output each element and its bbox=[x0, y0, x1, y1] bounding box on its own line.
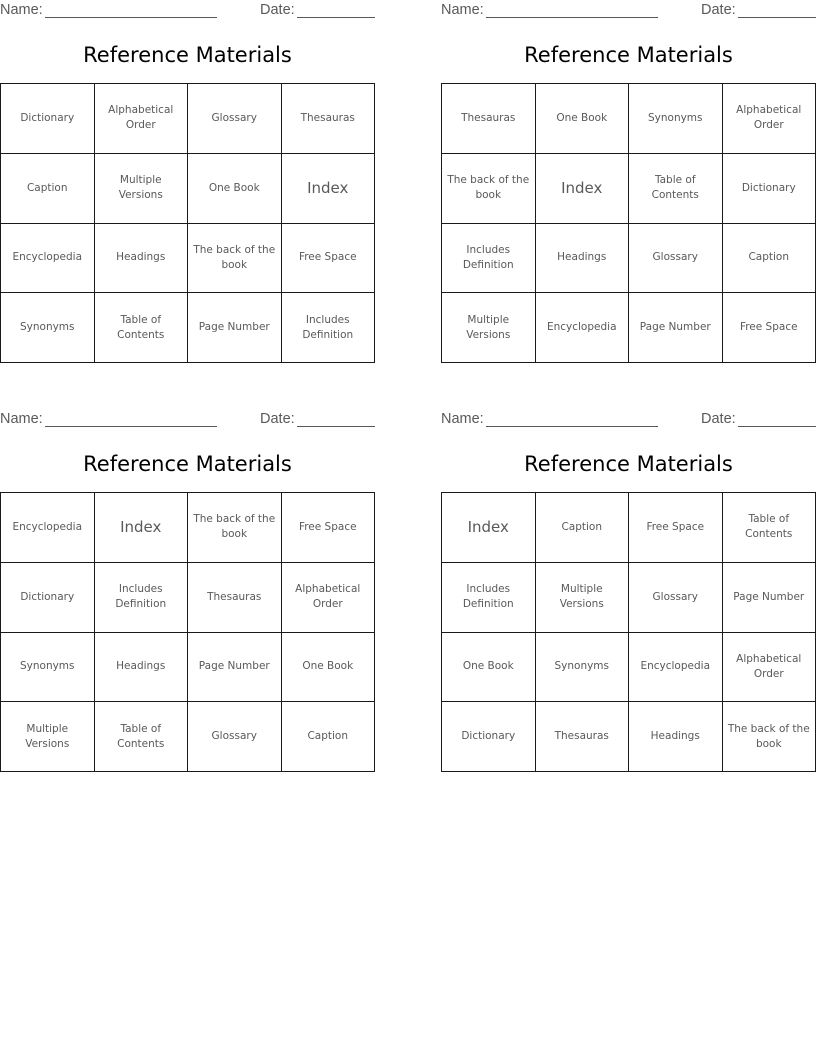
bingo-cell: Table of Contents bbox=[629, 154, 723, 224]
card-title: Reference Materials bbox=[83, 43, 292, 67]
bingo-cell: Synonyms bbox=[629, 84, 723, 154]
bingo-cell: Thesauras bbox=[188, 563, 282, 633]
bingo-cell: Dictionary bbox=[1, 563, 95, 633]
date-label: Date: bbox=[260, 411, 295, 427]
bingo-cell: Glossary bbox=[188, 702, 282, 772]
bingo-cell: Thesauras bbox=[536, 702, 630, 772]
bingo-cell: Free Space bbox=[282, 493, 376, 563]
bingo-cell: Table of Contents bbox=[95, 293, 189, 363]
bingo-cell: Headings bbox=[629, 702, 723, 772]
bingo-cell: Encyclopedia bbox=[536, 293, 630, 363]
bingo-card-1 bbox=[0, 0, 375, 364]
bingo-cell: Caption bbox=[723, 224, 816, 294]
bingo-grid bbox=[0, 492, 375, 772]
bingo-cell: Encyclopedia bbox=[1, 224, 95, 294]
name-blank-line[interactable] bbox=[45, 426, 217, 427]
bingo-card-3 bbox=[0, 409, 375, 773]
bingo-cell: One Book bbox=[282, 633, 376, 703]
bingo-cell: Includes Definition bbox=[442, 224, 536, 294]
bingo-cell: The back of the book bbox=[188, 224, 282, 294]
bingo-cell: The back of the book bbox=[723, 702, 816, 772]
bingo-cell: Encyclopedia bbox=[629, 633, 723, 703]
date-label: Date: bbox=[701, 2, 736, 18]
bingo-cell: Dictionary bbox=[442, 702, 536, 772]
name-date-row bbox=[0, 2, 375, 20]
name-blank-line[interactable] bbox=[45, 17, 217, 18]
bingo-cell: Free Space bbox=[282, 224, 376, 294]
bingo-card-4 bbox=[441, 409, 816, 773]
bingo-cell: Page Number bbox=[188, 633, 282, 703]
date-blank-line[interactable] bbox=[738, 17, 816, 18]
bingo-cell: Dictionary bbox=[723, 154, 816, 224]
bingo-grid bbox=[441, 83, 816, 363]
bingo-cell: Glossary bbox=[629, 563, 723, 633]
date-blank-line[interactable] bbox=[297, 17, 375, 18]
bingo-cell: Table of Contents bbox=[723, 493, 816, 563]
name-label: Name: bbox=[0, 411, 43, 427]
bingo-cell: Index bbox=[95, 493, 189, 563]
card-title: Reference Materials bbox=[83, 452, 292, 476]
bingo-cell: Glossary bbox=[188, 84, 282, 154]
bingo-cell: Free Space bbox=[723, 293, 816, 363]
bingo-cell: Synonyms bbox=[1, 293, 95, 363]
bingo-cell: One Book bbox=[536, 84, 630, 154]
bingo-cell: Multiple Versions bbox=[95, 154, 189, 224]
bingo-cell: The back of the book bbox=[188, 493, 282, 563]
date-label: Date: bbox=[260, 2, 295, 18]
name-date-row bbox=[441, 411, 816, 429]
bingo-cell: Includes Definition bbox=[282, 293, 376, 363]
bingo-cell: Index bbox=[282, 154, 376, 224]
bingo-cell: Alphabetical Order bbox=[723, 633, 816, 703]
bingo-cell: Page Number bbox=[629, 293, 723, 363]
bingo-cell: Multiple Versions bbox=[442, 293, 536, 363]
bingo-cell: The back of the book bbox=[442, 154, 536, 224]
bingo-cell: Multiple Versions bbox=[1, 702, 95, 772]
bingo-cell: Alphabetical Order bbox=[723, 84, 816, 154]
bingo-cell: Includes Definition bbox=[95, 563, 189, 633]
card-title: Reference Materials bbox=[524, 43, 733, 67]
card-title: Reference Materials bbox=[524, 452, 733, 476]
bingo-cell: Index bbox=[536, 154, 630, 224]
bingo-cell: Table of Contents bbox=[95, 702, 189, 772]
bingo-cell: One Book bbox=[442, 633, 536, 703]
bingo-grid bbox=[0, 83, 375, 363]
name-date-row bbox=[0, 411, 375, 429]
bingo-cell: One Book bbox=[188, 154, 282, 224]
name-blank-line[interactable] bbox=[486, 17, 658, 18]
bingo-grid bbox=[441, 492, 816, 772]
name-label: Name: bbox=[0, 2, 43, 18]
bingo-cell: Includes Definition bbox=[442, 563, 536, 633]
bingo-cell: Page Number bbox=[188, 293, 282, 363]
bingo-cell: Free Space bbox=[629, 493, 723, 563]
bingo-cell: Caption bbox=[1, 154, 95, 224]
bingo-cell: Multiple Versions bbox=[536, 563, 630, 633]
bingo-cell: Synonyms bbox=[1, 633, 95, 703]
date-blank-line[interactable] bbox=[738, 426, 816, 427]
bingo-card-2 bbox=[441, 0, 816, 364]
bingo-cell: Glossary bbox=[629, 224, 723, 294]
bingo-cell: Alphabetical Order bbox=[95, 84, 189, 154]
bingo-cell: Headings bbox=[95, 224, 189, 294]
bingo-cell: Headings bbox=[536, 224, 630, 294]
bingo-cell: Thesauras bbox=[282, 84, 376, 154]
bingo-cell: Dictionary bbox=[1, 84, 95, 154]
date-blank-line[interactable] bbox=[297, 426, 375, 427]
bingo-cell: Caption bbox=[536, 493, 630, 563]
bingo-cell: Synonyms bbox=[536, 633, 630, 703]
name-date-row bbox=[441, 2, 816, 20]
name-blank-line[interactable] bbox=[486, 426, 658, 427]
bingo-cell: Headings bbox=[95, 633, 189, 703]
date-label: Date: bbox=[701, 411, 736, 427]
name-label: Name: bbox=[441, 2, 484, 18]
bingo-cell: Index bbox=[442, 493, 536, 563]
bingo-cell: Page Number bbox=[723, 563, 816, 633]
bingo-cell: Alphabetical Order bbox=[282, 563, 376, 633]
name-label: Name: bbox=[441, 411, 484, 427]
bingo-cell: Thesauras bbox=[442, 84, 536, 154]
bingo-cell: Caption bbox=[282, 702, 376, 772]
bingo-cell: Encyclopedia bbox=[1, 493, 95, 563]
